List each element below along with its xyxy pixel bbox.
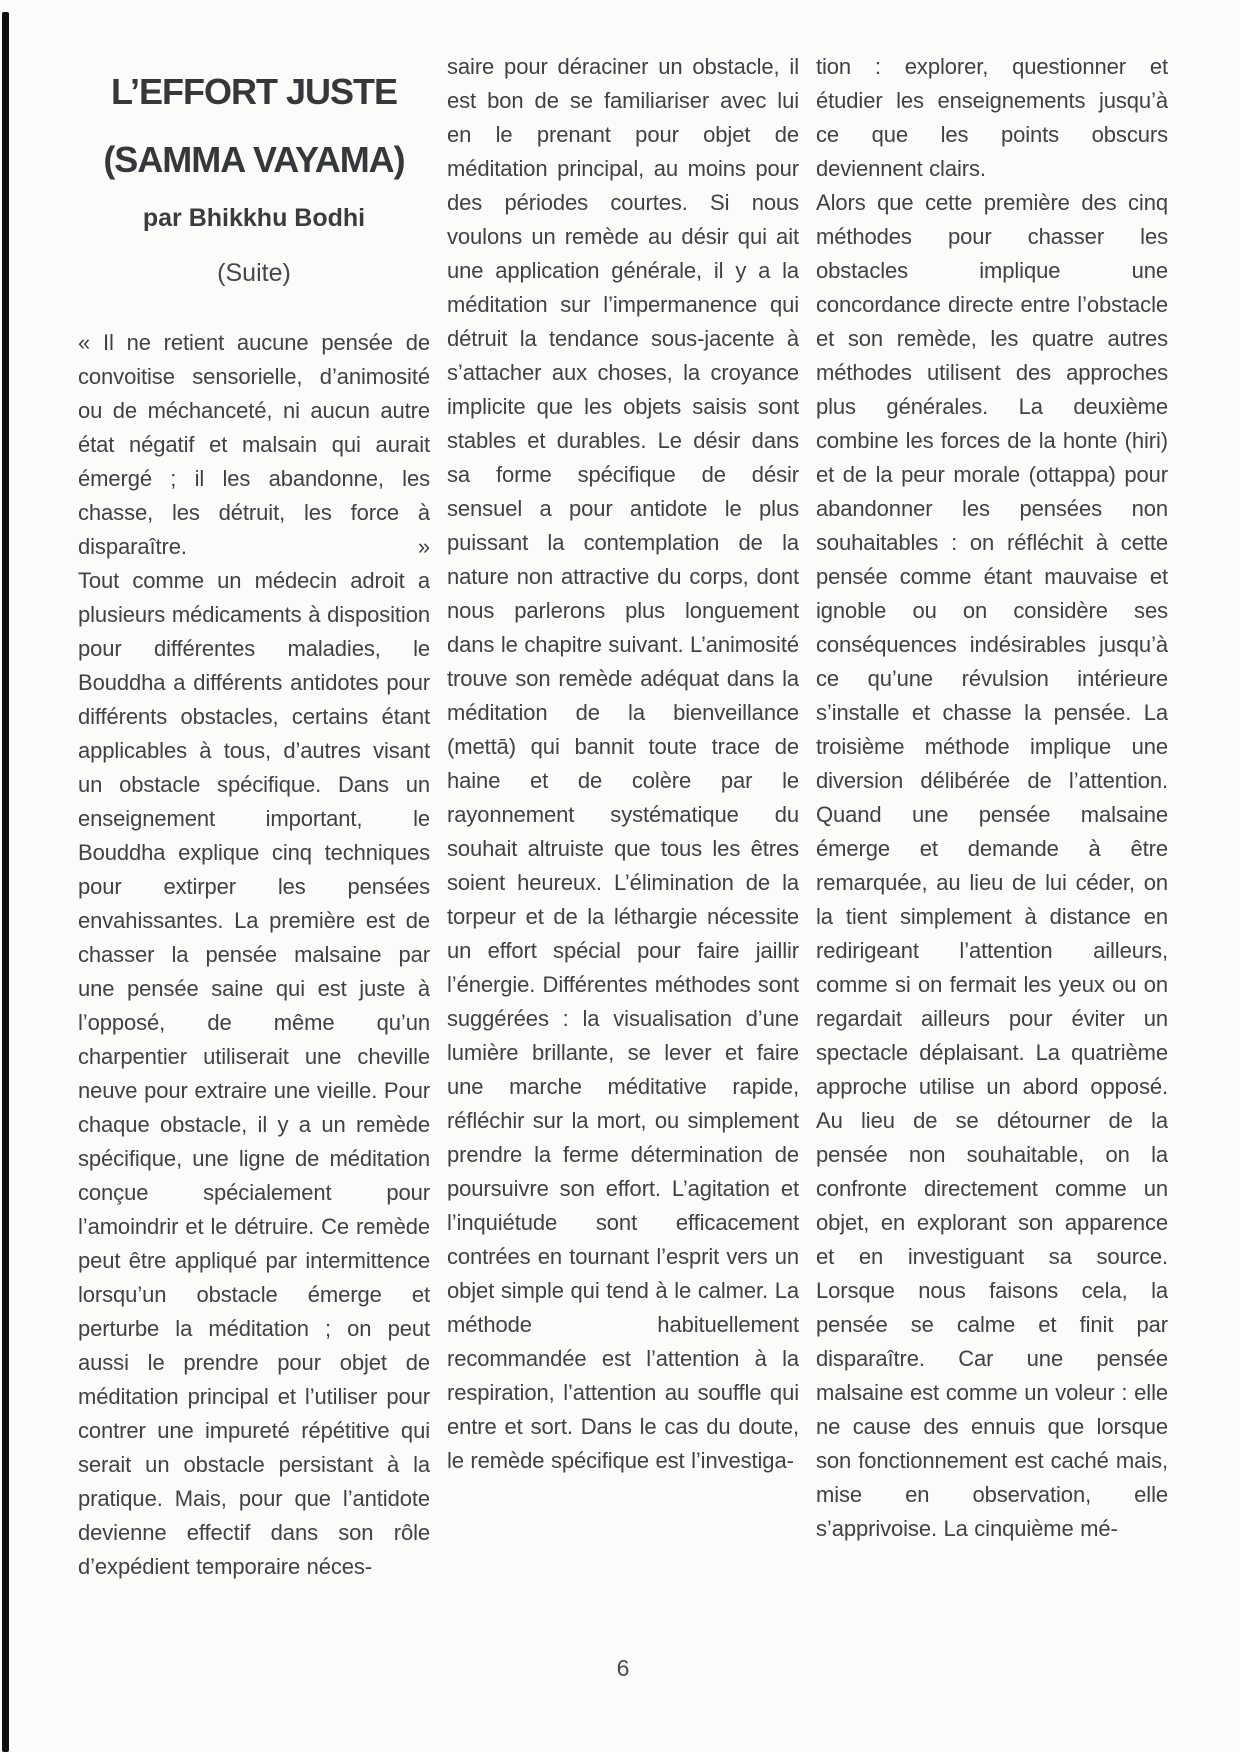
article-title xyxy=(78,58,430,194)
quote-text: « Il ne retient aucune pensée de convoitise sensorielle, d’animosité ou de méchanceté, ni aucun autre état négatif et malsain qui aurait émergé ; il les abandonne, les chasse, les détruit, les force à disparaître. xyxy=(78,330,430,559)
article-title-line-2: (SAMMA VAYAMA) xyxy=(103,139,405,180)
body-paragraph-col2: saire pour déraciner un obstacle, il est bon de se familiariser avec lui en le prenant pour objet de méditation principal, au moins pour des périodes courtes. Si nous voulons un remède au désir qui ait une application générale, il y a la méditation sur l’impermanence qui détruit la tendance sous-jacente à s’attacher aux choses, la croyance implicite que les objets saisis sont stables et durables. Le désir dans sa forme spécifique de désir sensuel a pour antidote le plus puissant la contemplation de la nature non attractive du corps, dont nous parlerons plus longuement dans le chapitre suivant. L’animosité trouve son remède adéquat dans la méditation de la bienveillance (mettā) qui bannit toute trace de haine et de colère par le rayonnement systématique du souhait altruiste que tous les êtres soient heureux. L’élimination de la torpeur et de la léthargie nécessite un effort spécial pour faire jaillir l’énergie. Différentes méthodes sont suggérées : la visualisation d’une lumière brillante, se lever et faire une marche méditative rapide, réfléchir sur la mort, ou simplement prendre la ferme détermination de poursuivre son effort. L’agitation et l’inquiétude sont efficacement contrées en tournant l’esprit vers un objet simple qui tend à le calmer. La méthode habituellement recommandée est l’attention à la respiration, l’attention au souffle qui entre et sort. Dans le cas du doute, le remède spécifique est l’investiga- xyxy=(447,54,799,1473)
body-paragraph-col3-2: Alors que cette première des cinq méthodes pour chasser les obstacles implique une concordance directe entre l’obstacle et son remède, les quatre autres méthodes utilisent des approches plus générales. La deuxième combine les forces de la honte (hiri) et de la peur morale (ottappa) pour abandonner les pensées non souhaitables : on réfléchit à cette pensée comme étant mauvaise et ignoble ou on considère ses conséquences indésirables jusqu’à ce qu’une révulsion intérieure s’installe et chasse la pensée. La troisième méthode implique une diversion délibérée de l’attention. Quand une pensée malsaine émerge et demande à être remarquée, au lieu de lui céder, on la tient simplement à distance en redirigeant l’attention ailleurs, comme si on fermait les yeux ou on regardait ailleurs pour éviter un spectacle déplaisant. La quatrième approche utilise un abord opposé. Au lieu de se détourner de la pensée non souhaitable, on la confronte directement comme un objet, en explorant son apparence et en investiguant sa source. Lorsque nous faisons cela, la pensée se calme et finit par disparaître. Car une pensée malsaine est comme un voleur : elle ne cause des ennuis que lorsque son fonctionnement est caché mais, mise en observation, elle s’apprivoise. La cinquième mé- xyxy=(816,190,1168,1541)
column-1 xyxy=(78,0,430,1640)
closing-guillemet: » xyxy=(417,534,430,559)
body-paragraph-col1: Tout comme un médecin adroit a plusieurs médicaments à disposition pour différentes maladies, le Bouddha a différents antidotes pour différents obstacles, certains étant applicables à tous, d’autres visant un obstacle spécifique. Dans un enseignement important, le Bouddha explique cinq techniques pour extirper les pensées envahissantes. La première est de chasser la pensée malsaine par une pensée saine qui est juste à l’opposé, de même qu’un charpentier utiliserait une cheville neuve pour extraire une vieille. Pour chaque obstacle, il y a un remède spécifique, une ligne de méditation conçue spécialement pour l’amoindrir et le détruire. Ce remède peut être appliqué par intermittence lorsqu’un obstacle émerge et perturbe la méditation ; on peut aussi le prendre pour objet de méditation principal et l’utiliser pour contrer une impureté répétitive qui serait un obstacle persistant à la pratique. Mais, pour que l’antidote devienne effectif dans son rôle d’expédient temporaire néces- xyxy=(78,568,430,1579)
article-body xyxy=(78,0,1168,1640)
column-3 xyxy=(816,0,1168,1640)
body-paragraph-col3-1: tion : explorer, questionner et étudier les enseignements jusqu’à ce que les points obscurs deviennent clairs. xyxy=(816,54,1168,181)
scan-border-artifact xyxy=(2,12,9,1752)
subtitle: (Suite) xyxy=(217,259,291,287)
byline: par Bhikkhu Bodhi xyxy=(142,204,366,232)
quote-paragraph xyxy=(78,326,430,564)
article-title-line-1: L’EFFORT JUSTE xyxy=(110,71,398,112)
column-2 xyxy=(447,0,799,1640)
page-number: 6 xyxy=(616,1655,630,1681)
